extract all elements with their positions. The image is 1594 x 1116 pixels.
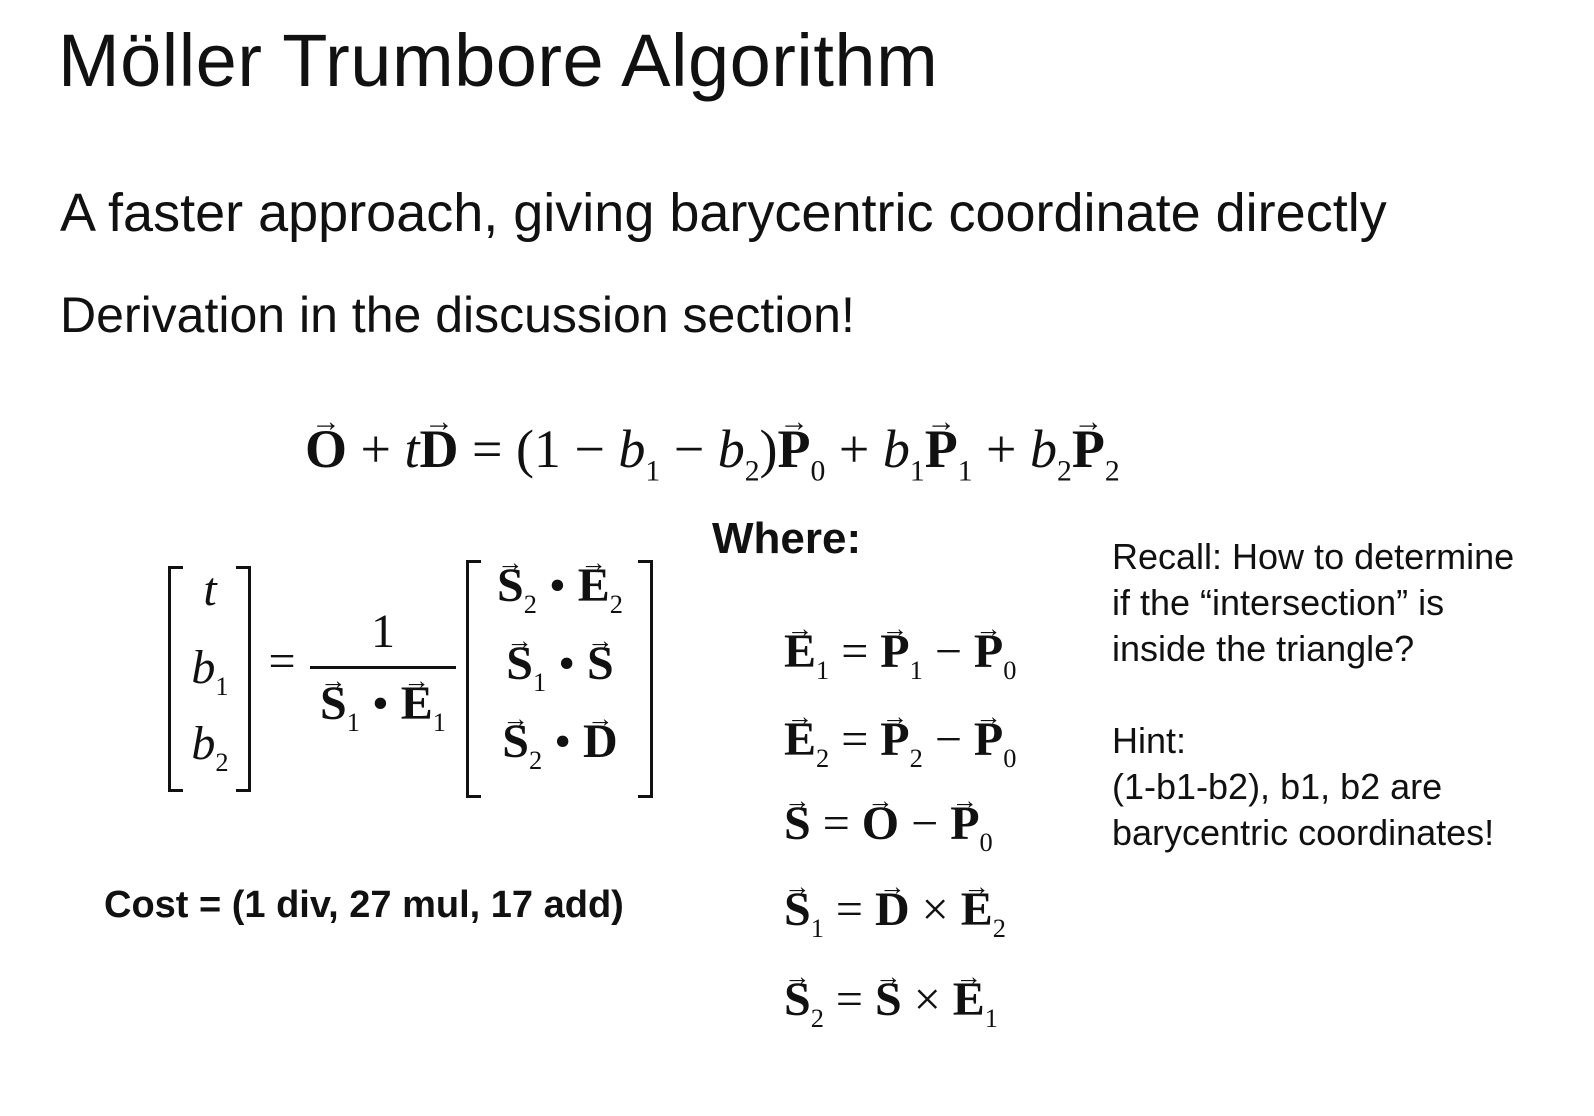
def-s: → S = → O − → $P_0$ bbox=[784, 796, 993, 858]
fraction-numerator: 1 bbox=[371, 605, 395, 658]
row-s2-dot-e2: → $S_2$ • → $E_2$ bbox=[476, 558, 644, 620]
cost-note: Cost = (1 div, 27 mul, 17 add) bbox=[104, 884, 624, 926]
hint-line-2: barycentric coordinates! bbox=[1112, 812, 1495, 853]
recall-line-3: inside the triangle? bbox=[1112, 628, 1415, 669]
row-s1-dot-s: → $S_1$ • → S bbox=[476, 636, 644, 698]
right-bracket-2 bbox=[638, 560, 653, 798]
right-bracket bbox=[236, 566, 251, 792]
def-s1: → $S_1$ = → D × → $E_2$ bbox=[784, 882, 1006, 944]
recall-line-1: Recall: How to determine bbox=[1112, 536, 1515, 577]
slide-subtitle: A faster approach, giving barycentric coordinate directly bbox=[60, 183, 1387, 243]
def-s2: → $S_2$ = → S × → $E_1$ bbox=[784, 972, 998, 1034]
hint-label: Hint: bbox=[1112, 720, 1187, 761]
derivation-note: Derivation in the discussion section! bbox=[60, 287, 855, 343]
def-e2: → $E_2$ = → $P_2$ − → $P_0$ bbox=[784, 712, 1016, 774]
recall-line-2: if the “intersection” is bbox=[1112, 582, 1445, 623]
slide-title: Möller Trumbore Algorithm bbox=[58, 19, 939, 102]
where-label: Where: bbox=[712, 514, 862, 563]
ray-triangle-equation: → $O + t\to D = (1 - b_1 - b_2)\to P_0 + b_1\to P_1 + b_2\to P_2$ bbox=[305, 418, 1120, 488]
def-e1: → $E_1$ = → $P_1$ − → $P_0$ bbox=[784, 624, 1016, 686]
row-s2-dot-d: → $S_2$ • → D bbox=[476, 714, 644, 776]
vector-b2: $b_2$ bbox=[191, 717, 229, 777]
hint-line-1: (1-b1-b2), b1, b2 are bbox=[1112, 766, 1443, 807]
fraction-denominator: → $S_1$ • → $E_1$ bbox=[310, 676, 456, 738]
vector-t: t bbox=[203, 563, 217, 616]
equals-sign: = bbox=[268, 635, 296, 688]
vector-b1: $b_1$ bbox=[191, 641, 229, 701]
